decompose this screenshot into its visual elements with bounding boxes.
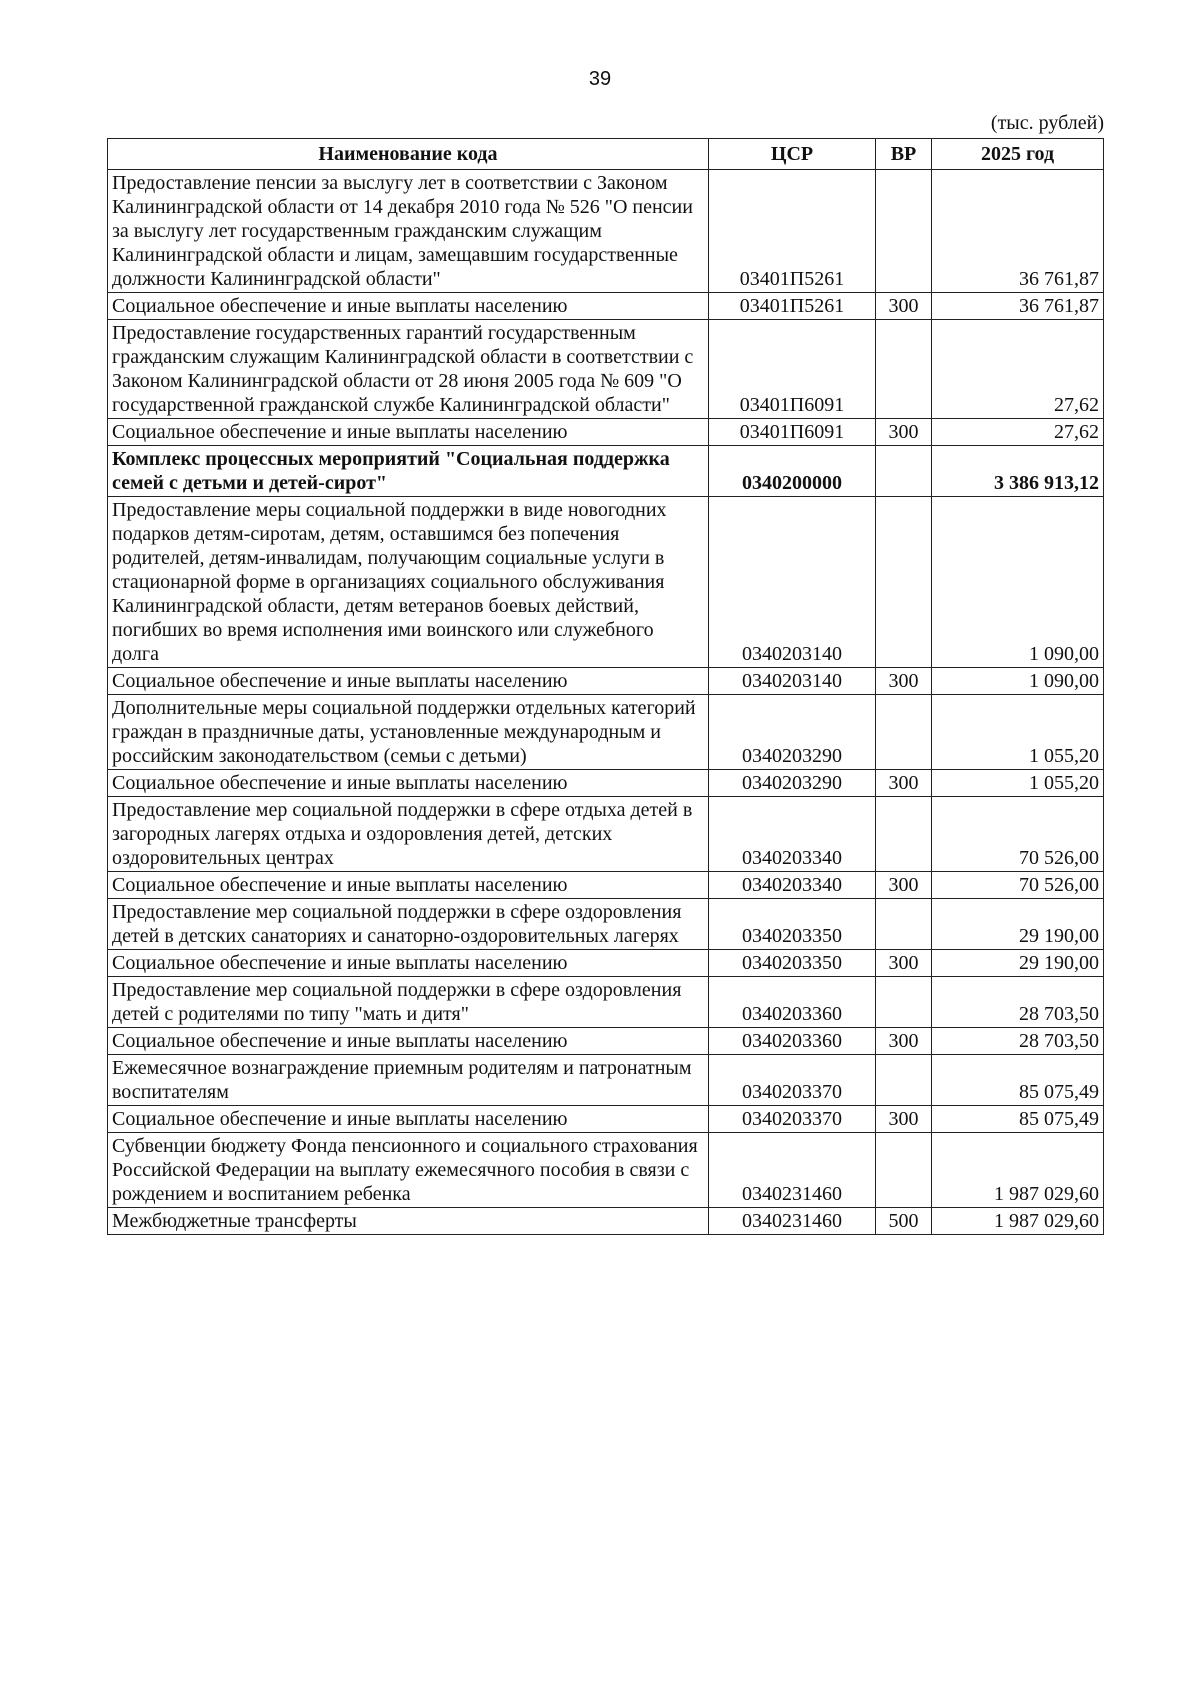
- cell-name: Предоставление пенсии за выслугу лет в соответствии с Законом Калининградской области от 14 декабря 2010 года № 526 "О пенсии за выслугу лет государственным гражданским служащим Калининградской области и лицам, замещавшим государственные должности Калининградской области": [108, 170, 709, 293]
- table-row: [108, 899, 1104, 950]
- table-row: [108, 950, 1104, 977]
- cell-sum: 28 703,50: [932, 1028, 1104, 1055]
- cell-csr: 0340203140: [709, 668, 876, 695]
- cell-sum: 28 703,50: [932, 977, 1104, 1028]
- cell-sum: 1 090,00: [932, 497, 1104, 668]
- cell-name: Субвенции бюджету Фонда пенсионного и социального страхования Российской Федерации на выплату ежемесячного пособия в связи с рождением и воспитанием ребенка: [108, 1133, 709, 1208]
- table-body: [108, 170, 1104, 1235]
- budget-table: [107, 138, 1104, 1235]
- header-csr: ЦСР: [709, 139, 876, 170]
- cell-csr: 0340203350: [709, 950, 876, 977]
- table-row: [108, 497, 1104, 668]
- cell-csr: 0340203360: [709, 1028, 876, 1055]
- cell-vr: 300: [876, 293, 932, 320]
- cell-csr: 03401П5261: [709, 293, 876, 320]
- table-row: [108, 668, 1104, 695]
- cell-vr: [876, 446, 932, 497]
- cell-name: Комплекс процессных мероприятий "Социальная поддержка семей с детьми и детей-сирот": [108, 446, 709, 497]
- cell-csr: 0340203290: [709, 695, 876, 770]
- cell-csr: 0340200000: [709, 446, 876, 497]
- cell-csr: 03401П5261: [709, 170, 876, 293]
- cell-sum: 36 761,87: [932, 170, 1104, 293]
- cell-sum: 1 090,00: [932, 668, 1104, 695]
- table-row: [108, 872, 1104, 899]
- cell-name: Дополнительные меры социальной поддержки отдельных категорий граждан в праздничные даты, установленные международным и российским законодательством (семьи с детьми): [108, 695, 709, 770]
- cell-vr: 300: [876, 1106, 932, 1133]
- cell-name: Предоставление мер социальной поддержки в сфере оздоровления детей с родителями по типу "мать и дитя": [108, 977, 709, 1028]
- cell-csr: 0340231460: [709, 1208, 876, 1235]
- cell-csr: 03401П6091: [709, 419, 876, 446]
- cell-csr: 03401П6091: [709, 320, 876, 419]
- cell-vr: 300: [876, 419, 932, 446]
- cell-sum: 70 526,00: [932, 872, 1104, 899]
- cell-sum: 29 190,00: [932, 950, 1104, 977]
- cell-vr: [876, 695, 932, 770]
- cell-name: Социальное обеспечение и иные выплаты населению: [108, 1106, 709, 1133]
- cell-name: Социальное обеспечение и иные выплаты населению: [108, 419, 709, 446]
- table-row: [108, 1106, 1104, 1133]
- cell-csr: 0340203360: [709, 977, 876, 1028]
- table-row: [108, 170, 1104, 293]
- cell-name: Социальное обеспечение и иные выплаты населению: [108, 872, 709, 899]
- cell-sum: 36 761,87: [932, 293, 1104, 320]
- table-row: [108, 977, 1104, 1028]
- table-row: [108, 419, 1104, 446]
- cell-vr: [876, 170, 932, 293]
- table-row: [108, 1028, 1104, 1055]
- cell-vr: [876, 1055, 932, 1106]
- cell-name: Предоставление мер социальной поддержки в сфере оздоровления детей в детских санаториях и санаторно-оздоровительных лагерях: [108, 899, 709, 950]
- cell-name: Предоставление мер социальной поддержки в сфере отдыха детей в загородных лагерях отдыха и оздоровления детей, детских оздоровительных центрах: [108, 797, 709, 872]
- cell-csr: 0340203140: [709, 497, 876, 668]
- cell-name: Предоставление меры социальной поддержки в виде новогодних подарков детям-сиротам, детям, оставшимся без попечения родителей, детям-инвалидам, получающим социальные услуги в стационарной форме в организациях социального обслуживания Калининградской области, детям ветеранов боевых действий, погибших во время исполнения ими воинского или служебного долга: [108, 497, 709, 668]
- cell-name: Социальное обеспечение и иные выплаты населению: [108, 668, 709, 695]
- cell-sum: 29 190,00: [932, 899, 1104, 950]
- cell-name: Социальное обеспечение и иные выплаты населению: [108, 293, 709, 320]
- cell-csr: 0340231460: [709, 1133, 876, 1208]
- table-row: [108, 797, 1104, 872]
- page-number: 39: [588, 68, 612, 90]
- cell-vr: 300: [876, 668, 932, 695]
- cell-sum: 1 055,20: [932, 770, 1104, 797]
- cell-sum: 70 526,00: [932, 797, 1104, 872]
- units-label: (тыс. рублей): [990, 112, 1104, 134]
- cell-csr: 0340203370: [709, 1055, 876, 1106]
- cell-name: Межбюджетные трансферты: [108, 1208, 709, 1235]
- cell-sum: 3 386 913,12: [932, 446, 1104, 497]
- table-row: [108, 1055, 1104, 1106]
- header-year: 2025 год: [932, 139, 1104, 170]
- cell-vr: 500: [876, 1208, 932, 1235]
- table-row: [108, 1133, 1104, 1208]
- cell-vr: [876, 497, 932, 668]
- cell-name: Ежемесячное вознаграждение приемным родителям и патронатным воспитателям: [108, 1055, 709, 1106]
- cell-csr: 0340203340: [709, 797, 876, 872]
- cell-name: Социальное обеспечение и иные выплаты населению: [108, 1028, 709, 1055]
- header-vr: ВР: [876, 139, 932, 170]
- cell-sum: 27,62: [932, 320, 1104, 419]
- cell-name: Социальное обеспечение и иные выплаты населению: [108, 950, 709, 977]
- cell-vr: [876, 977, 932, 1028]
- table-row: [108, 1208, 1104, 1235]
- cell-name: Предоставление государственных гарантий государственным гражданским служащим Калининградской области в соответствии с Законом Калининградской области от 28 июня 2005 года № 609 "О государственной гражданской службе Калининградской области": [108, 320, 709, 419]
- cell-sum: 27,62: [932, 419, 1104, 446]
- cell-sum: 85 075,49: [932, 1055, 1104, 1106]
- cell-name: Социальное обеспечение и иные выплаты населению: [108, 770, 709, 797]
- cell-vr: 300: [876, 770, 932, 797]
- cell-csr: 0340203290: [709, 770, 876, 797]
- header-name: Наименование кода: [108, 139, 709, 170]
- cell-sum: 1 055,20: [932, 695, 1104, 770]
- cell-csr: 0340203340: [709, 872, 876, 899]
- cell-vr: [876, 797, 932, 872]
- cell-vr: [876, 1133, 932, 1208]
- cell-vr: 300: [876, 950, 932, 977]
- cell-sum: 1 987 029,60: [932, 1208, 1104, 1235]
- table-row: [108, 770, 1104, 797]
- cell-csr: 0340203350: [709, 899, 876, 950]
- cell-sum: 1 987 029,60: [932, 1133, 1104, 1208]
- cell-vr: 300: [876, 1028, 932, 1055]
- table-row: [108, 293, 1104, 320]
- table-row: [108, 695, 1104, 770]
- cell-vr: [876, 320, 932, 419]
- table-header-row: [108, 139, 1104, 170]
- cell-vr: 300: [876, 872, 932, 899]
- cell-csr: 0340203370: [709, 1106, 876, 1133]
- table-row: [108, 320, 1104, 419]
- cell-sum: 85 075,49: [932, 1106, 1104, 1133]
- cell-vr: [876, 899, 932, 950]
- table-row: [108, 446, 1104, 497]
